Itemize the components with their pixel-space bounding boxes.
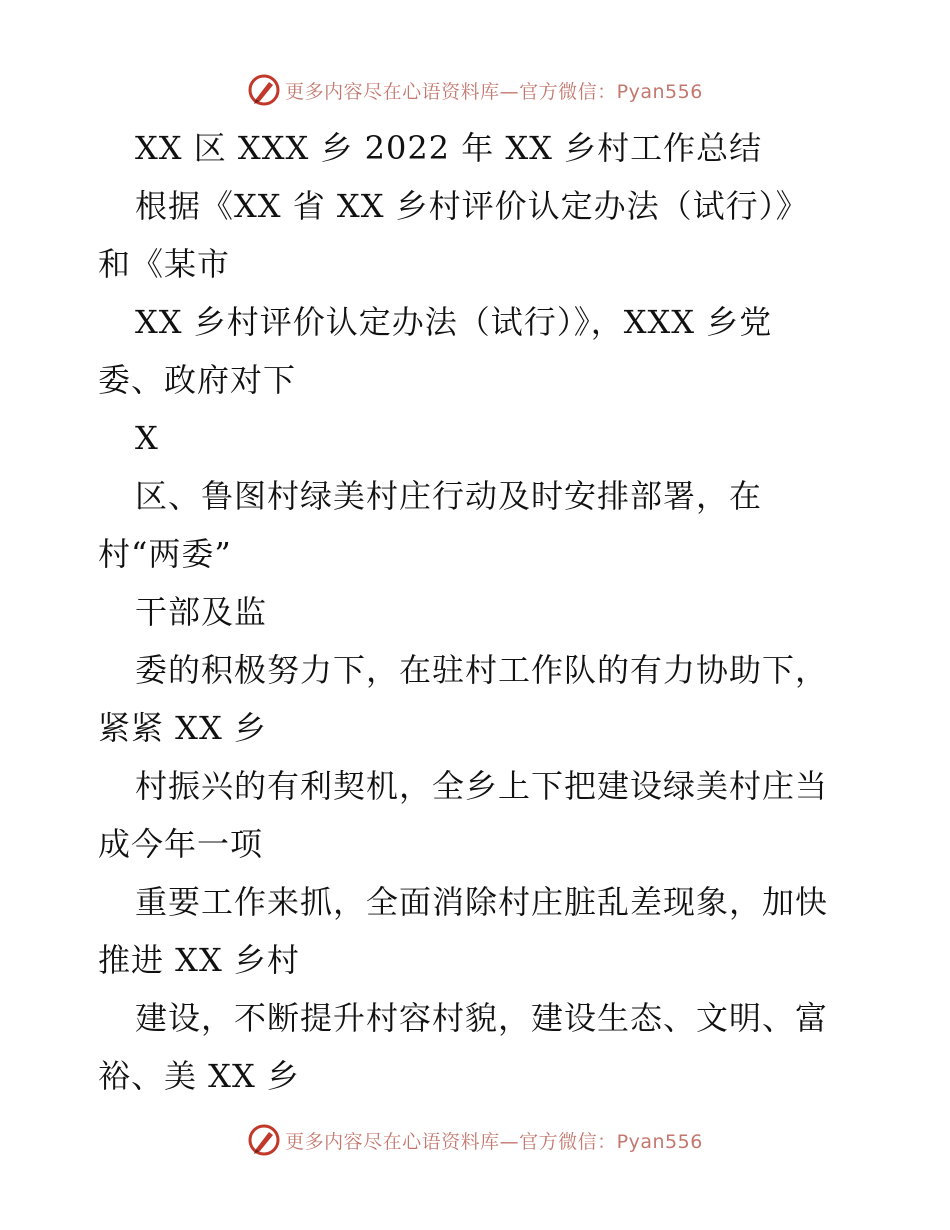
paragraph-line: 推进 XX 乡村 — [98, 941, 300, 979]
paragraph-line: 和《某市 — [98, 245, 231, 283]
header-watermark-banner — [0, 70, 950, 110]
paragraph-line: 重要工作来抓，全面消除村庄脏乱差现象，加快 — [135, 883, 829, 921]
pen-logo-icon — [247, 1123, 281, 1157]
paragraph-line: 村振兴的有利契机，全乡上下把建设绿美村庄当 — [135, 767, 829, 805]
paragraph-line: XX 乡村评价认定办法（试行）》，XXX 乡党 — [135, 303, 773, 341]
paragraph-line: 建设，不断提升村容村貌，建设生态、文明、富 — [135, 999, 829, 1037]
paragraph-line: 村“两委” — [98, 535, 232, 573]
paragraph-line: 成今年一项 — [98, 825, 264, 863]
pen-logo-icon — [247, 73, 281, 107]
watermark-text: 更多内容尽在心语资料库—官方微信：Pyan556 — [285, 80, 703, 103]
footer-watermark-banner — [0, 1120, 950, 1160]
paragraph-line: 区、鲁图村绿美村庄行动及时安排部署，在 — [135, 477, 763, 515]
watermark-text: 更多内容尽在心语资料库—官方微信：Pyan556 — [285, 1130, 703, 1153]
document-title: XX 区 XXX 乡 2022 年 XX 乡村工作总结 — [135, 129, 763, 167]
paragraph-line: 紧紧 XX 乡 — [98, 709, 267, 747]
paragraph-line: X — [135, 419, 159, 457]
paragraph-line: 裕、美 XX 乡 — [98, 1057, 300, 1095]
paragraph-line: 根据《XX 省 XX 乡村评价认定办法（试行）》 — [135, 187, 809, 225]
paragraph-line: 干部及监 — [135, 593, 268, 631]
paragraph-line: 委的积极努力下，在驻村工作队的有力协助下， — [135, 651, 829, 689]
paragraph-line: 委、政府对下 — [98, 361, 297, 399]
